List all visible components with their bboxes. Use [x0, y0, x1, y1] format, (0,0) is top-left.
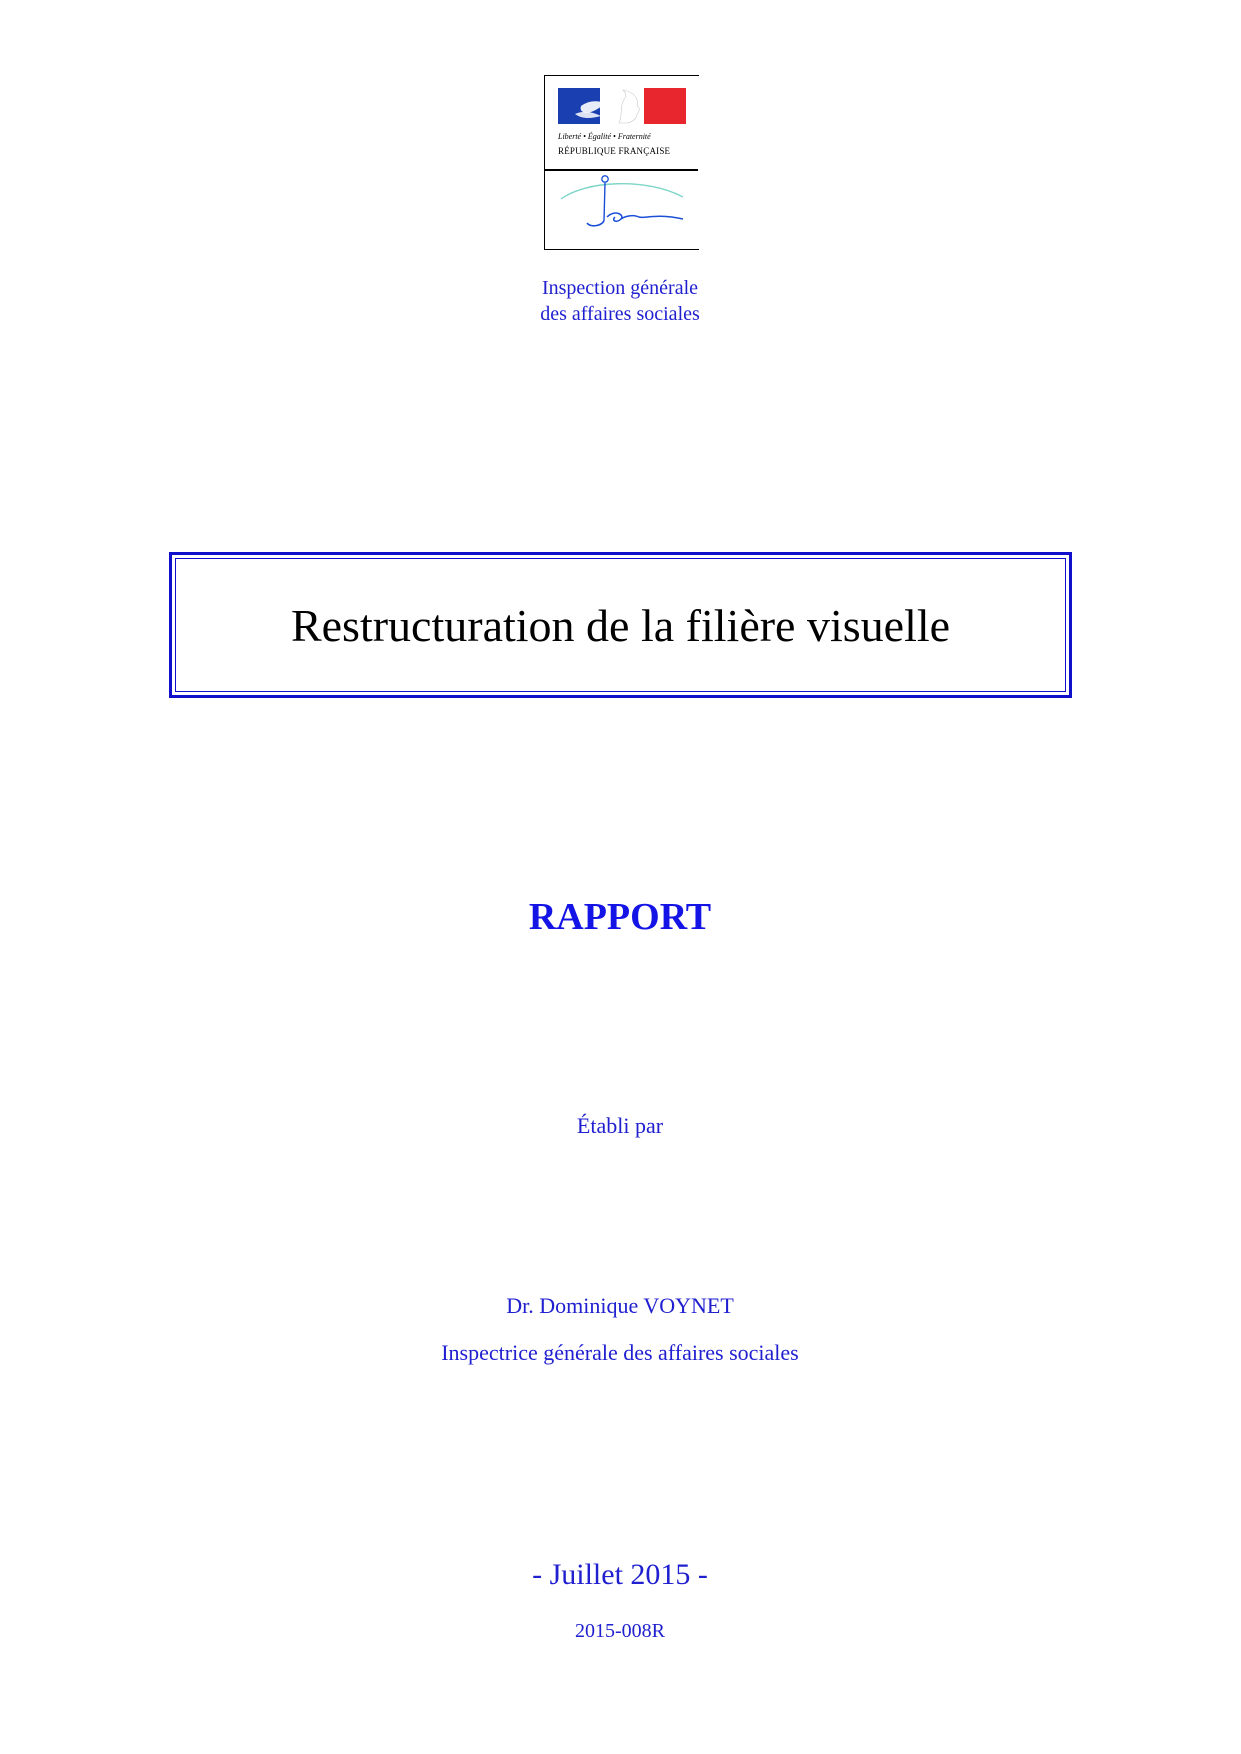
report-label: RAPPORT	[528, 896, 712, 938]
logo-motto: Liberté • Égalité • Fraternité	[558, 132, 651, 141]
organization-line-1: Inspection générale	[541, 277, 699, 299]
document-title: Restructuration de la filière visuelle	[290, 599, 951, 651]
organization-line-2: des affaires sociales	[540, 303, 700, 325]
established-by: Établi par	[576, 1113, 664, 1138]
marianne-logo	[545, 76, 698, 169]
logo-block	[544, 75, 699, 250]
title-frame-inner	[175, 558, 1066, 692]
report-reference: 2015-008R	[575, 1620, 665, 1642]
igas-logo	[545, 171, 698, 249]
logo-republic: RÉPUBLIQUE FRANÇAISE	[558, 146, 671, 156]
author-role: Inspectrice générale des affaires sociales	[441, 1340, 799, 1365]
title-frame	[169, 552, 1072, 698]
report-date: - Juillet 2015 -	[532, 1558, 708, 1591]
igas-emblem-icon	[545, 171, 698, 249]
organization-name	[420, 275, 820, 327]
author-name: Dr. Dominique VOYNET	[506, 1293, 734, 1318]
